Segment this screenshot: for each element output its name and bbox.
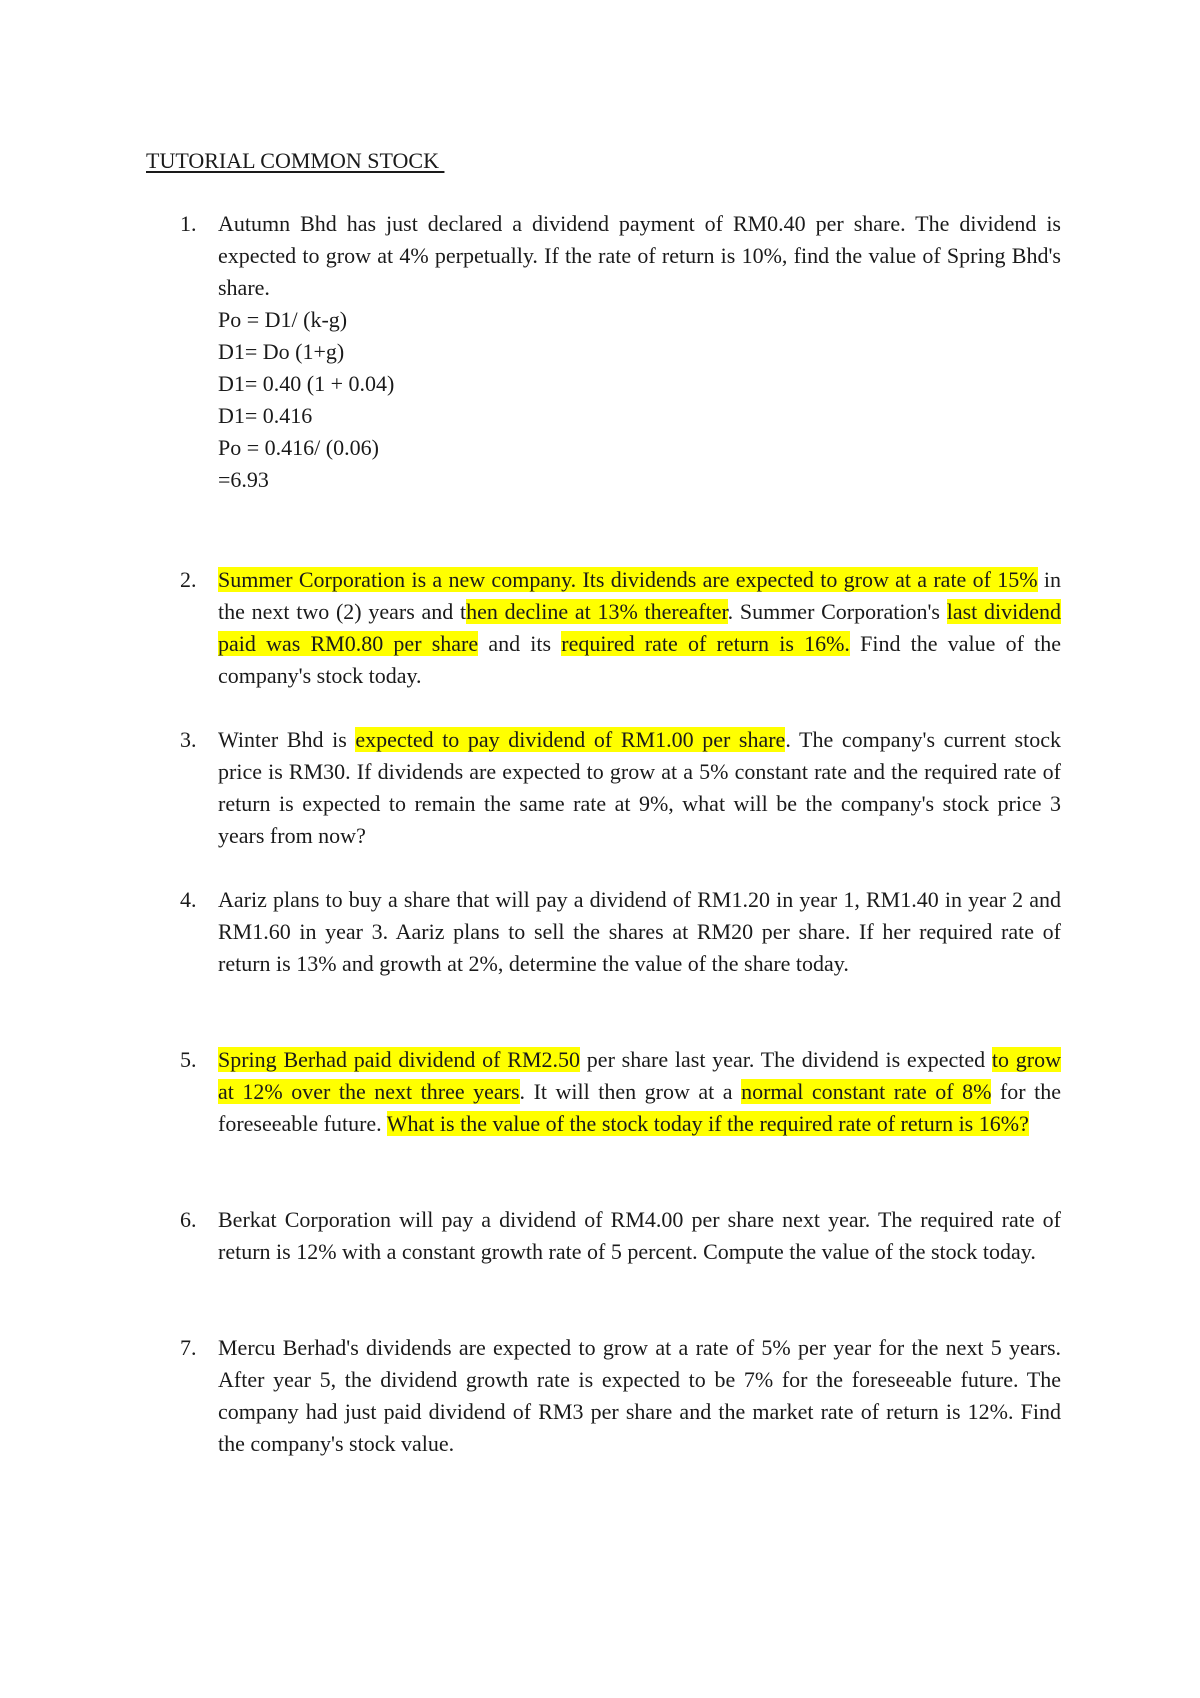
highlighted-text: Spring Berhad paid dividend of RM2.50	[218, 1047, 581, 1072]
work-line: Po = 0.416/ (0.06)	[218, 435, 379, 460]
question-2	[146, 564, 1061, 692]
work-line: =6.93	[218, 467, 269, 492]
highlighted-text: normal constant rate of 8%	[741, 1079, 992, 1104]
question-number: 7.	[180, 1335, 197, 1360]
question-text: per share last year. The dividend is expected	[580, 1047, 992, 1072]
question-number: 6.	[180, 1207, 197, 1232]
work-line: D1= Do (1+g)	[218, 339, 345, 364]
question-6	[146, 1204, 1061, 1268]
highlighted-text: to grow at 12% over the next three years	[218, 1047, 1061, 1104]
work-line: D1= 0.40 (1 + 0.04)	[218, 371, 395, 396]
question-text: Autumn Bhd has just declared a dividend payment of RM0.40 per share. The dividend is expected to grow at 4% perpetually. If the rate of return is 10%, find the value of Spring Bhd's share.	[218, 211, 1061, 300]
question-text: Berkat Corporation will pay a dividend of RM4.00 per share next year. The required rate of return is 12% with a constant growth rate of 5 percent. Compute the value of the stock today.	[218, 1207, 1061, 1264]
question-text: for the foreseeable future.	[218, 1079, 1061, 1136]
question-text: . Summer Corporation's	[727, 599, 947, 624]
question-text: . The company's current stock price is RM30. If dividends are expected to grow at a 5% constant rate and the required rate of return is expected to remain the same rate at 9%, what will be the company's stock price 3 years from now?	[218, 727, 1061, 848]
question-text: Mercu Berhad's dividends are expected to grow at a rate of 5% per year for the next 5 years. After year 5, the dividend growth rate is expected to be 7% for the foreseeable future. The company had just paid dividend of RM3 per share and the market rate of return is 12%. Find the company's stock value.	[218, 1335, 1061, 1456]
question-number: 3.	[180, 727, 197, 752]
question-7	[146, 1332, 1061, 1460]
question-number: 4.	[180, 887, 197, 912]
highlighted-text: last dividend paid was RM0.80 per share	[218, 599, 1061, 656]
question-number: 5.	[180, 1047, 197, 1072]
question-text: Aariz plans to buy a share that will pay a dividend of RM1.20 in year 1, RM1.40 in year 2 and RM1.60 in year 3. Aariz plans to sell the shares at RM20 per share. If her required rate of return is 13% and growth at 2%, determine the value of the share today.	[218, 887, 1061, 976]
question-text: Winter Bhd is	[218, 727, 356, 752]
highlighted-text: expected to pay dividend of RM1.00 per share	[355, 727, 786, 752]
question-text: . It will then grow at a	[519, 1079, 742, 1104]
question-5	[146, 1044, 1061, 1140]
question-text: in the next two (2) years and t	[218, 567, 1061, 624]
work-line: D1= 0.416	[218, 403, 313, 428]
work-line: Po = D1/ (k-g)	[218, 307, 348, 332]
question-text: Find the value of the company's stock today.	[218, 631, 1061, 688]
highlighted-text: What is the value of the stock today if the required rate of return is 16%?	[386, 1111, 1029, 1136]
highlighted-text: Summer Corporation is a new company. Its dividends are expected to grow at a rate of 15%	[218, 567, 1038, 592]
question-text: and its	[478, 631, 562, 656]
question-4	[146, 884, 1061, 980]
document-title: TUTORIAL COMMON STOCK	[146, 148, 445, 173]
highlighted-text: hen decline at 13% thereafter	[466, 599, 728, 624]
highlighted-text: required rate of return is 16%.	[561, 631, 850, 656]
question-1	[146, 208, 1061, 496]
question-number: 2.	[180, 567, 197, 592]
question-number: 1.	[180, 211, 197, 236]
question-3	[146, 724, 1061, 852]
